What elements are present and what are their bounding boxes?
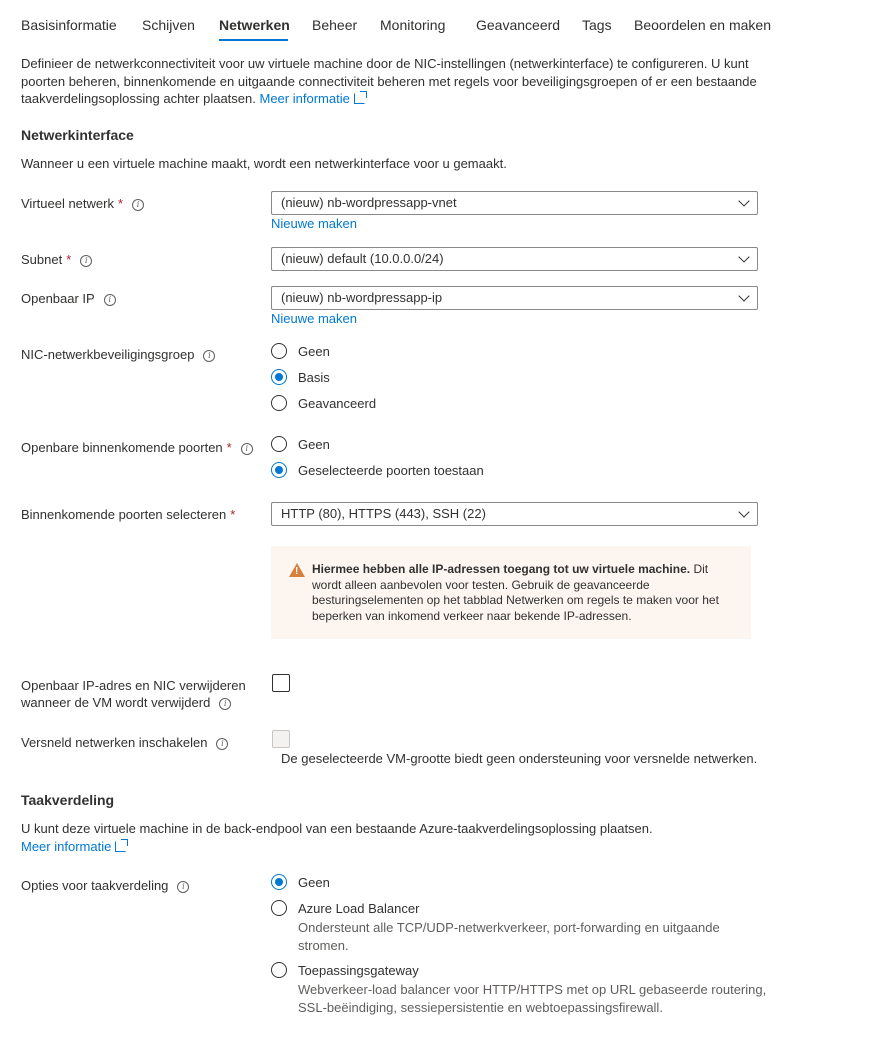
radio-circle <box>271 343 287 359</box>
tab-monitoring[interactable]: Monitoring <box>380 17 446 33</box>
radio-label: Azure Load Balancer <box>298 901 420 916</box>
accelerated-networking-checkbox <box>272 730 290 748</box>
info-icon[interactable]: i <box>177 881 189 893</box>
radio-circle <box>271 436 287 452</box>
nic-section-description: Wanneer u een virtuele machine maakt, wordt een netwerkinterface voor u gemaakt. <box>21 156 507 171</box>
public-ip-create-new-link[interactable]: Nieuwe maken <box>271 311 357 326</box>
info-icon[interactable]: i <box>203 350 215 362</box>
subnet-dropdown[interactable] <box>271 247 758 271</box>
required-marker: * <box>117 196 124 211</box>
accelerated-networking-label: Versneld netwerken inschakelen i <box>21 734 228 751</box>
subnet-label: Subnet * i <box>21 251 92 268</box>
radio-label: Geen <box>298 437 330 452</box>
required-marker: * <box>66 252 72 267</box>
vnet-value: (nieuw) nb-wordpressapp-vnet <box>281 195 457 210</box>
chevron-down-icon <box>738 506 749 517</box>
vnet-dropdown[interactable] <box>271 191 758 215</box>
active-tab-indicator <box>219 39 288 41</box>
warning-icon: ! <box>289 563 305 577</box>
external-link-icon <box>115 841 126 852</box>
chevron-down-icon <box>738 195 749 206</box>
info-icon[interactable]: i <box>132 199 144 211</box>
radio-label: Geavanceerd <box>298 396 377 411</box>
radio-circle-selected <box>271 874 287 890</box>
tab-beheer[interactable]: Beheer <box>312 17 358 33</box>
nsg-label: NIC-netwerkbeveiligingsgroep i <box>21 346 215 363</box>
info-icon[interactable]: i <box>216 738 228 750</box>
required-marker: * <box>230 507 236 522</box>
info-icon[interactable]: i <box>80 255 92 267</box>
tab-bar <box>0 0 875 44</box>
tab-geavanceerd[interactable]: Geavanceerd <box>476 17 561 33</box>
warning-message-bar <box>271 546 751 639</box>
tab-beoordelen-en-maken[interactable]: Beoordelen en maken <box>634 17 771 33</box>
external-link-icon <box>354 93 365 104</box>
subnet-value: (nieuw) default (10.0.0.0/24) <box>281 251 444 266</box>
radio-label: Geen <box>298 344 330 359</box>
radio-description: Webverkeer-load balancer voor HTTP/HTTPS met op URL gebaseerde routering, SSL-beëindiging, sessiepersistentie en webtoepassingsfirewall. <box>298 982 767 1015</box>
vnet-label: Virtueel netwerk * i <box>21 195 144 212</box>
chevron-down-icon <box>738 290 749 301</box>
lb-section-description: U kunt deze virtuele machine in de back-endpool van een bestaande Azure-taakverdelingsoplossing plaatsen. Meer informatie <box>21 821 653 854</box>
public-ip-label: Openbaar IP i <box>21 290 116 307</box>
radio-label: Basis <box>298 370 330 385</box>
radio-label: Toepassingsgateway <box>298 963 419 978</box>
lb-options-label: Opties voor taakverdeling i <box>21 877 189 894</box>
radio-circle-selected <box>271 369 287 385</box>
intro-text: Definieer de netwerkconnectiviteit voor uw virtuele machine door de NIC-instellingen (netwerkinterface) te configureren. U kunt poorten beheren, binnenkomende en uitgaande connectiviteit beheren met regels voor beveiligingsgroepen of er een bestaande taakverdelingsoplossing achter plaatsen. <box>21 56 757 106</box>
nic-section-title: Netwerkinterface <box>21 127 134 143</box>
radio-circle <box>271 395 287 411</box>
lb-learn-more-link[interactable]: Meer informatie <box>21 839 126 854</box>
accelerated-networking-note: De geselecteerde VM-grootte biedt geen ondersteuning voor versnelde netwerken. <box>281 751 758 766</box>
tab-netwerken[interactable]: Netwerken <box>219 17 290 33</box>
info-icon[interactable]: i <box>241 443 253 455</box>
radio-circle-selected <box>271 462 287 478</box>
radio-circle <box>271 900 287 916</box>
info-icon[interactable]: i <box>104 294 116 306</box>
intro-description <box>21 55 761 108</box>
inbound-ports-label: Openbare binnenkomende poorten * i <box>21 439 253 456</box>
required-marker: * <box>226 440 232 455</box>
warning-text: Hiermee hebben alle IP-adressen toegang tot uw virtuele machine. Dit wordt alleen aanbevolen voor testen. Gebruik de geavanceerde besturingselementen op het tabblad Netwerken om regels te maken voor het beperken van inkomend verkeer naar bekende IP-adressen. <box>312 562 719 623</box>
public-ip-value: (nieuw) nb-wordpressapp-ip <box>281 290 443 305</box>
lb-section-title: Taakverdeling <box>21 792 115 808</box>
radio-description: Ondersteunt alle TCP/UDP-netwerkverkeer, port-forwarding en uitgaande stromen. <box>298 920 720 953</box>
vnet-create-new-link[interactable]: Nieuwe maken <box>271 216 357 231</box>
radio-circle <box>271 962 287 978</box>
info-icon[interactable]: i <box>219 698 231 710</box>
select-ports-dropdown[interactable] <box>271 502 758 526</box>
intro-learn-more-link[interactable]: Meer informatie <box>260 91 365 106</box>
delete-ip-nic-checkbox[interactable] <box>272 674 290 692</box>
tab-basisinformatie[interactable]: Basisinformatie <box>21 17 117 33</box>
delete-ip-nic-label: Openbaar IP-adres en NIC verwijderen wanneer de VM wordt verwijderd i <box>21 678 246 710</box>
select-ports-label: Binnenkomende poorten selecteren * <box>21 507 236 522</box>
tab-tags[interactable]: Tags <box>582 17 612 33</box>
radio-label: Geselecteerde poorten toestaan <box>298 463 484 478</box>
chevron-down-icon <box>738 251 749 262</box>
public-ip-dropdown[interactable] <box>271 286 758 310</box>
select-ports-value: HTTP (80), HTTPS (443), SSH (22) <box>281 506 486 521</box>
tab-schijven[interactable]: Schijven <box>142 17 195 33</box>
radio-label: Geen <box>298 875 330 890</box>
